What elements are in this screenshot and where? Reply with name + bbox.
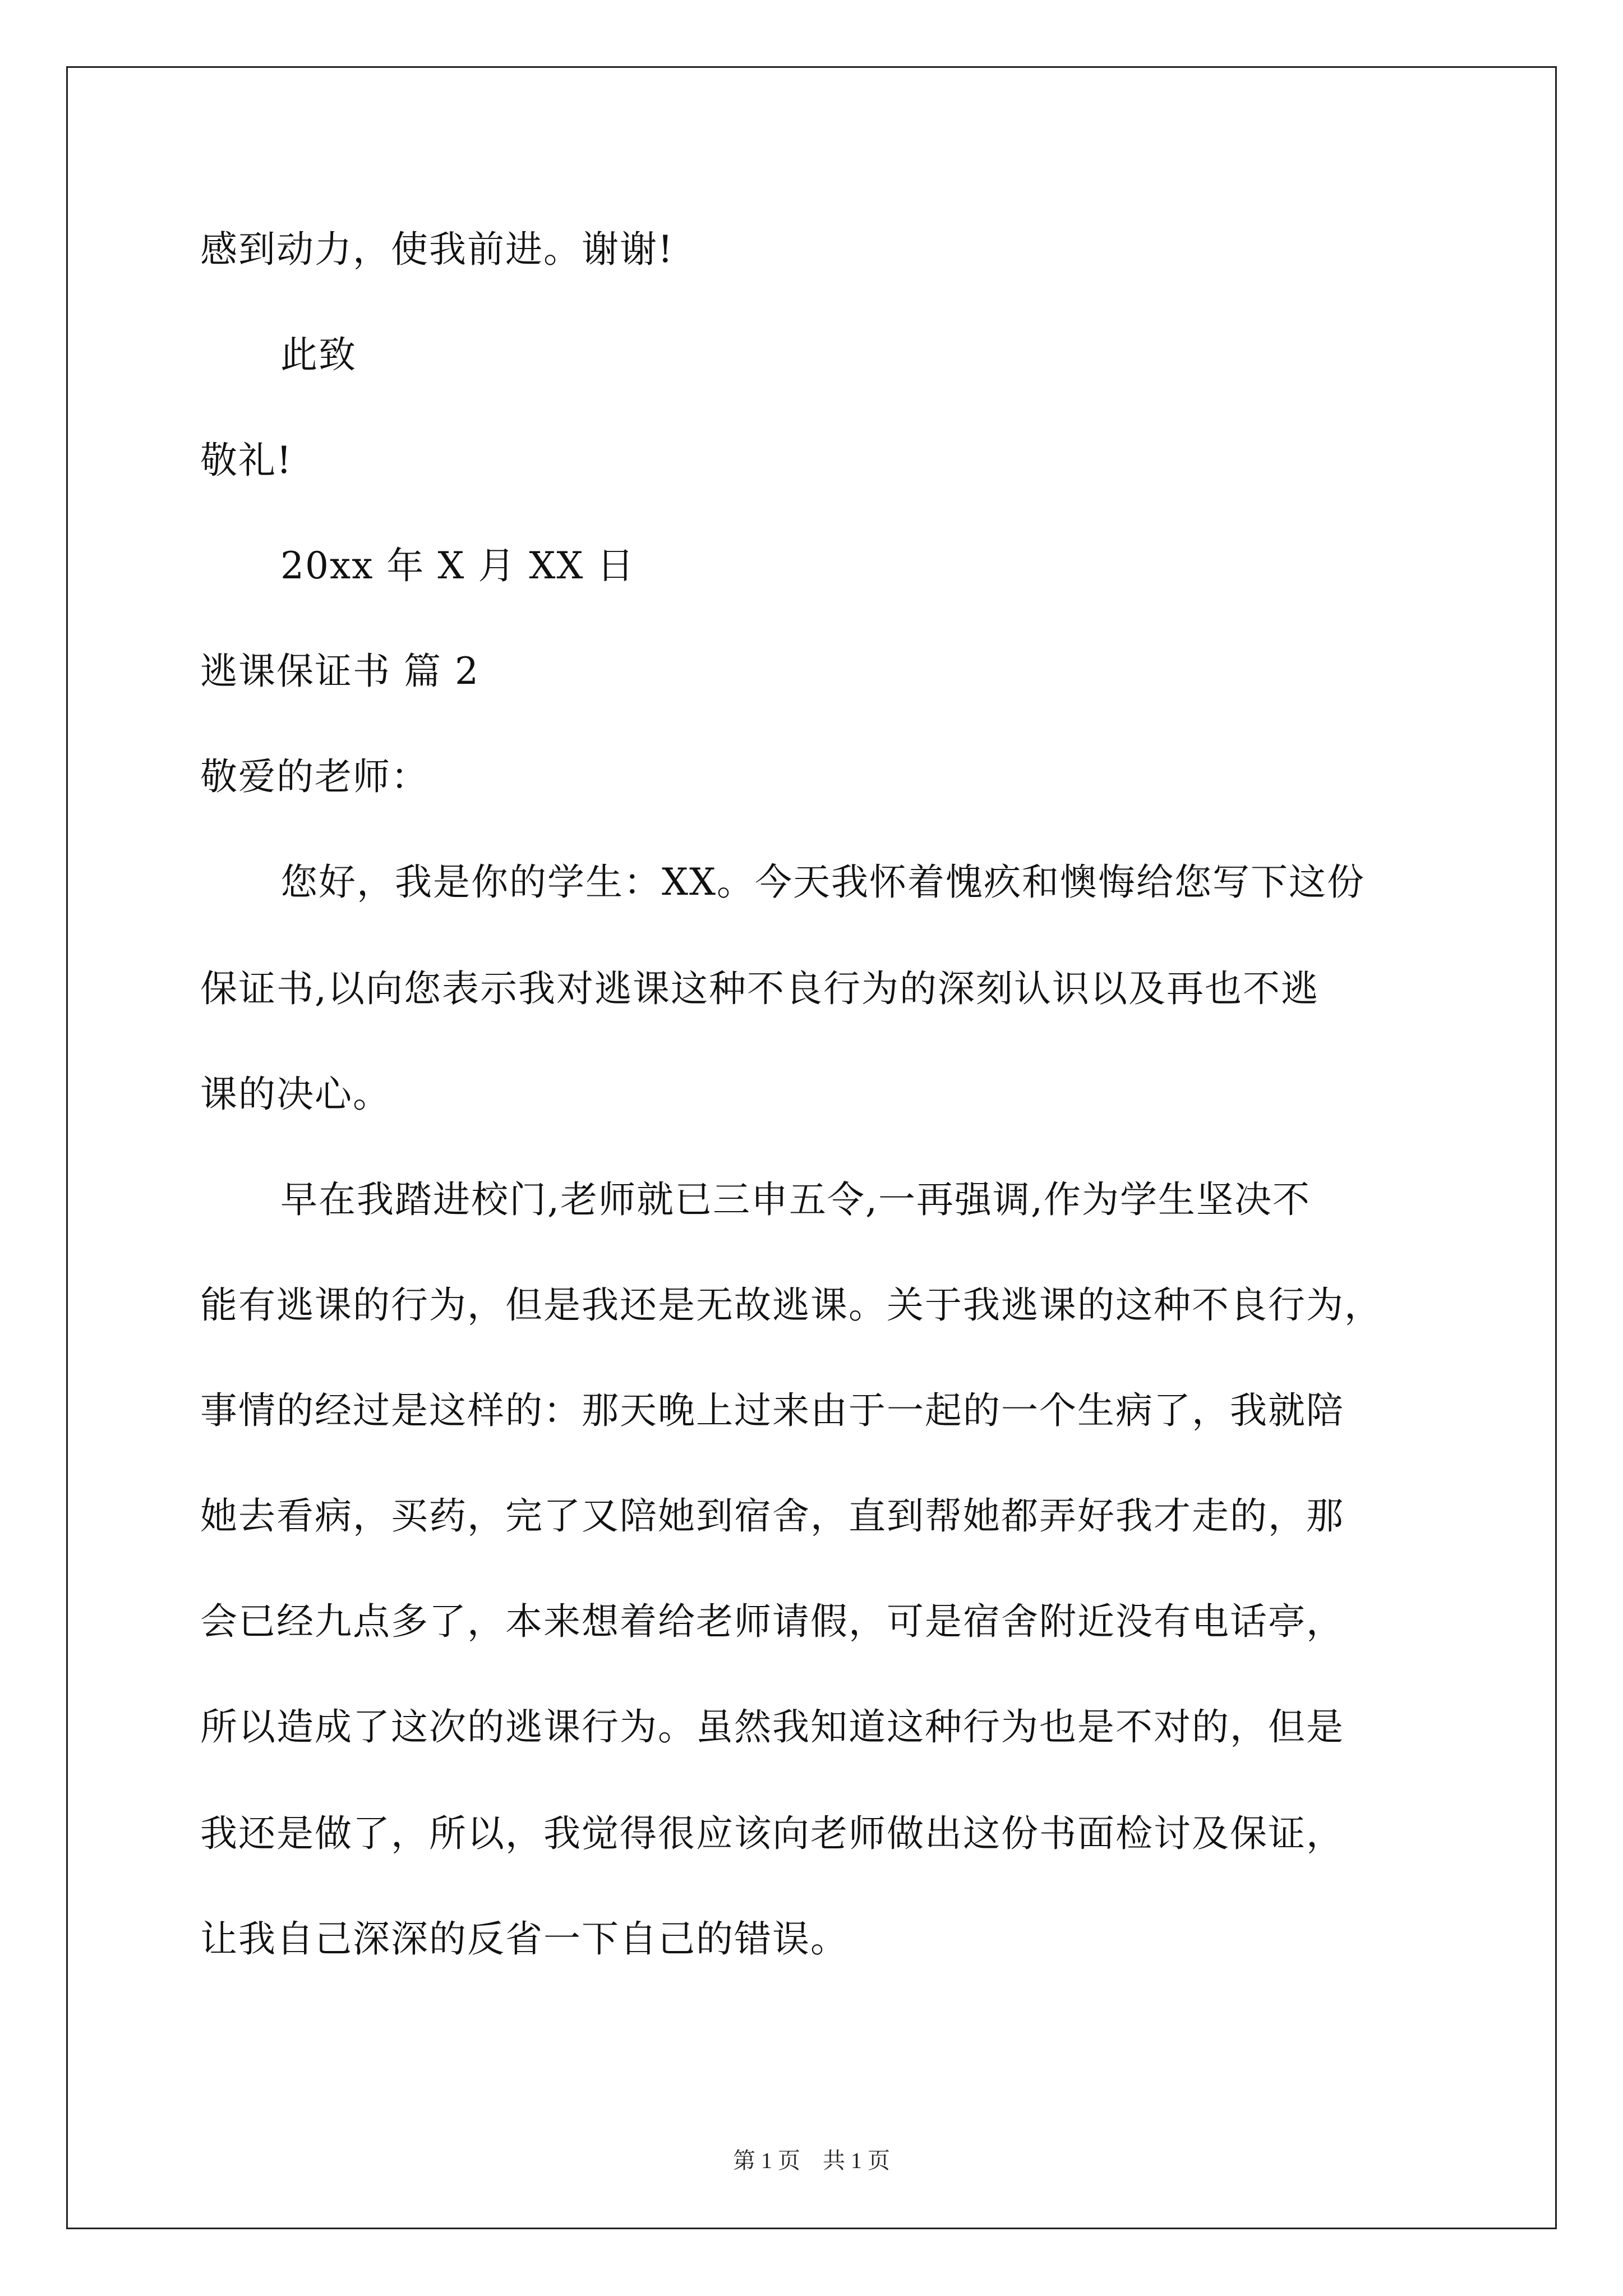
- greeting-line: 敬爱的老师：: [200, 755, 429, 798]
- paragraph-line: 能有逃课的行为，但是我还是无故逃课。关于我逃课的这种不良行为，: [200, 1283, 1382, 1327]
- paragraph-line: 早在我踏进校门,老师就已三申五令,一再强调,作为学生坚决不: [280, 1178, 1311, 1221]
- paragraph-line: 保证书,以向您表示我对逃课这种不良行为的深刻认识以及再也不逃: [200, 967, 1319, 1010]
- paragraph-line: 让我自己深深的反省一下自己的错误。: [200, 1917, 849, 1961]
- paragraph-line: 您好，我是你的学生：XX。今天我怀着愧疚和懊悔给您写下这份: [280, 861, 1365, 904]
- date-line: 20xx 年 X 月 XX 日: [280, 544, 635, 587]
- paragraph-line: 事情的经过是这样的：那天晚上过来由于一起的一个生病了，我就陪: [200, 1389, 1344, 1432]
- text-line: 感到动力，使我前进。谢谢!: [200, 228, 674, 271]
- page-footer: 第 1 页 共 1 页: [733, 2148, 890, 2173]
- paragraph-line: 所以造成了这次的逃课行为。虽然我知道这种行为也是不对的，但是: [200, 1705, 1344, 1749]
- section-title: 逃课保证书 篇 2: [200, 650, 479, 693]
- paragraph-line: 她去看病，买药，完了又陪她到宿舍，直到帮她都弄好我才走的，那: [200, 1494, 1344, 1538]
- paragraph-line: 会已经九点多了，本来想着给老师请假，可是宿舍附近没有电话亭，: [200, 1600, 1344, 1643]
- closing-line: 敬礼!: [200, 439, 293, 482]
- salutation-line: 此致: [280, 333, 357, 376]
- page-border: [66, 66, 1557, 2229]
- paragraph-line: 课的决心。: [200, 1073, 391, 1116]
- paragraph-line: 我还是做了，所以，我觉得很应该向老师做出这份书面检讨及保证，: [200, 1812, 1344, 1855]
